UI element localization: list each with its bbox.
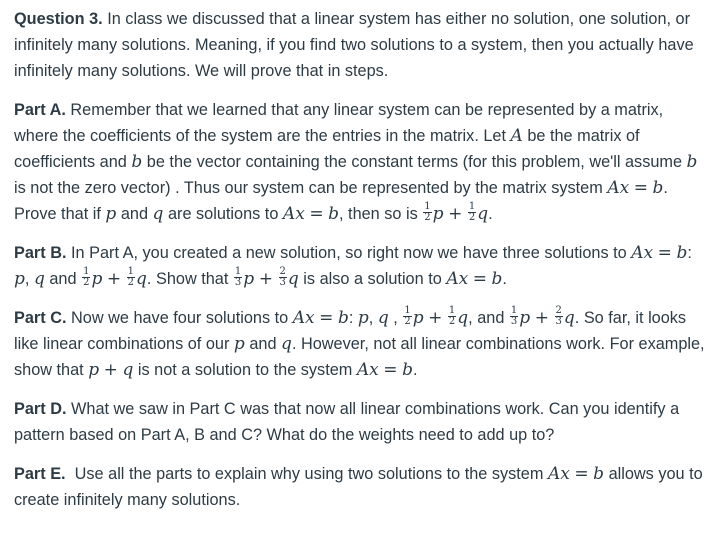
numerator: 1 bbox=[448, 305, 456, 317]
math-A: A bbox=[510, 126, 523, 146]
part-e-text-1: Use all the parts to explain why using two solutions to the system bbox=[74, 465, 544, 483]
question-text: In class we discussed that a linear system has either no solution, one solution, or infinitely many solutions. Meaning, if you find two solutions to a system, then you actually have infinitely many solutions. We will prove that in steps. bbox=[14, 10, 694, 80]
denominator: 3 bbox=[279, 277, 286, 289]
fraction-one-third bbox=[234, 267, 242, 288]
part-a-text-8: , then so is bbox=[339, 205, 418, 223]
part-a-text-7: are solutions to bbox=[167, 205, 279, 223]
math-b: b bbox=[402, 360, 413, 380]
part-b: Part B. In Part A, you created a new solution, so right now we have three solutions to Ax = b: p, q and $\frac{1}{2}$ p + $\frac{1}{2}$ q. Show that $\frac{1}{3}$ p + $\frac{2}{3}$ q is also a solution to Ax = b. bbox=[14, 243, 692, 289]
part-b-label: Part B. bbox=[14, 244, 67, 262]
math-eq: = bbox=[657, 243, 672, 263]
math-p: p bbox=[412, 308, 424, 328]
part-a-text-4: is not the zero vector) . Thus our system can be represented by the matrix system bbox=[14, 179, 603, 197]
part-a-text-5: . Prove that if bbox=[14, 179, 668, 223]
part-c-text-2: and bbox=[477, 309, 505, 327]
part-c-label: Part C. bbox=[14, 309, 67, 327]
math-b: b bbox=[131, 152, 143, 172]
math-q: q bbox=[563, 308, 575, 328]
denominator: 2 bbox=[468, 212, 476, 224]
part-d-label: Part D. bbox=[14, 400, 67, 418]
math-p: p bbox=[14, 269, 25, 289]
math-plus: + bbox=[448, 204, 463, 224]
part-e bbox=[14, 461, 710, 513]
fraction-one-third bbox=[510, 306, 518, 327]
part-c-text-5: . However, not all linear combinations work. For example, show that bbox=[14, 335, 705, 379]
denominator: 3 bbox=[510, 316, 518, 328]
fraction-two-thirds bbox=[279, 267, 287, 288]
math-p: p bbox=[233, 334, 245, 354]
part-a-text-1: Remember that we learned that any linear system can be represented by a matrix, where the coefficients of the system are the entries in the matrix. Let bbox=[14, 101, 664, 145]
math-q: q bbox=[152, 204, 164, 224]
denominator: 2 bbox=[83, 277, 90, 289]
math-p: p bbox=[88, 360, 100, 380]
numerator: 1 bbox=[404, 305, 411, 317]
math-b: b bbox=[491, 269, 503, 289]
part-a-text-3: be the vector containing the constant terms (for this problem, we'll assume bbox=[146, 153, 683, 171]
part-d bbox=[14, 396, 710, 448]
fraction-one-half bbox=[82, 267, 90, 288]
math-Ax: Ax bbox=[356, 360, 379, 380]
part-b-text-2: : bbox=[687, 244, 692, 262]
numerator: 1 bbox=[424, 201, 431, 213]
numerator: 1 bbox=[468, 201, 476, 213]
numerator: 1 bbox=[127, 266, 135, 278]
math-p: p bbox=[432, 204, 444, 224]
math-Ax: Ax bbox=[282, 204, 305, 224]
math-b: b bbox=[652, 178, 664, 198]
denominator: 3 bbox=[234, 277, 242, 289]
math-eq: = bbox=[383, 360, 398, 380]
fraction-one-half bbox=[127, 267, 135, 288]
math-b: b bbox=[337, 308, 349, 328]
part-b-text-4: . Show that bbox=[146, 270, 229, 288]
math-p: p bbox=[243, 269, 255, 289]
question-label: Question 3. bbox=[14, 10, 103, 28]
math-p: p bbox=[357, 308, 369, 328]
math-plus: + bbox=[428, 308, 443, 328]
math-q: q bbox=[281, 334, 292, 354]
part-a-label: Part A. bbox=[14, 101, 66, 119]
fraction-one-half bbox=[468, 202, 476, 223]
math-plus: + bbox=[258, 269, 273, 289]
part-c-text-1: Now we have four solutions to bbox=[71, 309, 289, 327]
math-b: b bbox=[328, 204, 339, 224]
denominator: 2 bbox=[404, 316, 411, 328]
math-q: q bbox=[136, 269, 147, 289]
part-b-text-1: In Part A, you created a new solution, so right now we have three solutions to bbox=[71, 244, 627, 262]
math-eq: = bbox=[309, 204, 324, 224]
math-Ax: Ax bbox=[292, 308, 315, 328]
math-eq: = bbox=[574, 464, 589, 484]
math-p: p bbox=[105, 204, 117, 224]
math-plus: + bbox=[106, 269, 122, 289]
math-p: p bbox=[91, 269, 103, 289]
math-q: q bbox=[33, 269, 45, 289]
part-d-text: What we saw in Part C was that now all linear combinations work. Can you identify a pattern based on Part A, B and C? What do the weights need to add up to? bbox=[14, 400, 680, 444]
math-p: p bbox=[519, 308, 531, 328]
numerator: 1 bbox=[234, 266, 242, 278]
denominator: 2 bbox=[448, 316, 456, 328]
numerator: 2 bbox=[555, 305, 562, 317]
part-a: Part A. Remember that we learned that any linear system can be represented by a matrix, where the coefficients of the system are the entries in the matrix. Let A be the matrix of coefficients and b be the vector containing the constant terms (for this problem, we'll assume b is not the zero vector) . Thus our system can be represented by the matrix system Ax = b. Prove that if p and q are solutions to Ax = b, then so is $\frac{1}{2}$ p + $\frac{1}{2}$ q. bbox=[14, 101, 698, 224]
numerator: 1 bbox=[83, 266, 90, 278]
math-Ax: Ax bbox=[547, 464, 570, 484]
math-q: q bbox=[457, 308, 469, 328]
part-c-text-6: is not a solution to the system bbox=[137, 361, 353, 379]
numerator: 1 bbox=[510, 305, 518, 317]
math-Ax: Ax bbox=[631, 243, 654, 263]
math-plus: + bbox=[534, 308, 549, 328]
math-plus: + bbox=[103, 360, 118, 380]
part-c-text-3: . So far, it looks like linear combinations of our bbox=[14, 309, 687, 353]
math-eq: = bbox=[472, 269, 487, 289]
part-c-text-4: and bbox=[249, 335, 277, 353]
denominator: 2 bbox=[127, 277, 135, 289]
math-b: b bbox=[593, 464, 605, 484]
part-a-text-2: be the matrix of coefficients and bbox=[14, 127, 640, 171]
math-b: b bbox=[686, 152, 698, 172]
math-q: q bbox=[287, 269, 299, 289]
part-b-text-5: is also a solution to bbox=[303, 270, 442, 288]
denominator: 3 bbox=[555, 316, 562, 328]
denominator: 2 bbox=[424, 212, 431, 224]
fraction-one-half bbox=[423, 202, 431, 223]
part-e-label: Part E. bbox=[14, 465, 66, 483]
math-eq: = bbox=[319, 308, 334, 328]
math-Ax: Ax bbox=[446, 269, 469, 289]
math-q: q bbox=[377, 308, 389, 328]
numerator: 2 bbox=[279, 266, 286, 278]
fraction-one-half bbox=[403, 306, 411, 327]
part-c: Part C. Now we have four solutions to Ax = b: p, q , $\frac{1}{2}$ p + $\frac{1}{2}$ q, and $\frac{1}{3}$ p + $\frac{2}{3}$ q. So far, it looks like linear combinations of our p and q. However, not all linear combinations work. For example, show that p + q is not a solution to the system Ax = b. bbox=[14, 305, 705, 380]
fraction-one-half bbox=[448, 306, 456, 327]
math-b: b bbox=[676, 243, 688, 263]
part-e-text-2: allows you to create infinitely many solutions. bbox=[14, 465, 703, 509]
fraction-two-thirds bbox=[555, 306, 563, 327]
part-b-text-3: and bbox=[49, 270, 77, 288]
math-q: q bbox=[122, 360, 134, 380]
math-q: q bbox=[477, 204, 489, 224]
part-a-text-6: and bbox=[120, 205, 149, 223]
math-Ax: Ax bbox=[607, 178, 630, 198]
question-3 bbox=[14, 6, 710, 84]
math-eq: = bbox=[633, 178, 648, 198]
